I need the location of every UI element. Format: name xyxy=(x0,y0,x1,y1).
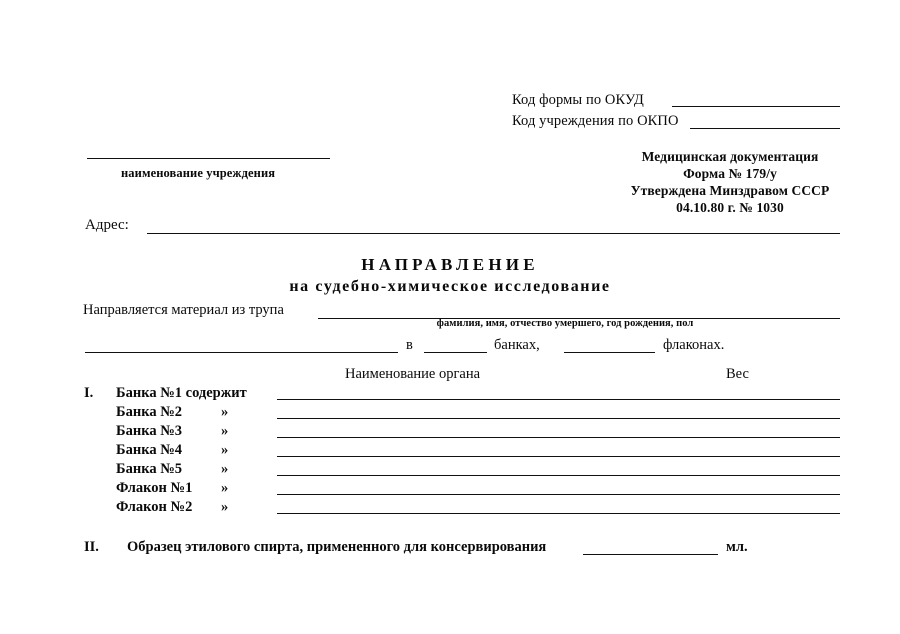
table-row-label-7: Флакон №2 xyxy=(116,499,193,515)
section-two-text: Образец этилового спирта, примененного для консервирования xyxy=(127,539,547,555)
table-row-label-6: Флакон №1 xyxy=(116,480,193,496)
ethanol-volume-field-rule[interactable] xyxy=(583,554,718,555)
ethanol-volume-unit: мл. xyxy=(726,539,748,555)
table-row-ditto-3: » xyxy=(221,423,229,439)
jars-count-field-rule[interactable] xyxy=(424,352,487,353)
containers-preposition: в xyxy=(406,337,413,353)
table-row-label-5: Банка №5 xyxy=(116,461,183,477)
table-row-label-2: Банка №2 xyxy=(116,404,183,420)
jars-word: банках, xyxy=(494,337,540,353)
table-row-field-rule-6[interactable] xyxy=(277,494,840,495)
page-title: НАПРАВЛЕНИЕ xyxy=(361,255,539,274)
material-source-label: Направляется материал из трупа xyxy=(83,302,284,318)
section-one-numeral: I. xyxy=(84,385,94,401)
flasks-count-field-rule[interactable] xyxy=(564,352,655,353)
flasks-word: флаконах. xyxy=(663,337,725,353)
institution-code-field-rule[interactable] xyxy=(690,128,840,129)
table-row-label-4: Банка №4 xyxy=(116,442,183,458)
deceased-name-caption: фамилия, имя, отчество умершего, год рождения, пол xyxy=(436,318,694,329)
medical-documentation-block xyxy=(600,148,860,216)
table-row-field-rule-3[interactable] xyxy=(277,437,840,438)
table-row-ditto-7: » xyxy=(221,499,229,515)
address-label: Адрес: xyxy=(85,217,129,233)
organ-list-continuation-rule[interactable] xyxy=(85,352,398,353)
page-subtitle: на судебно-химическое исследование xyxy=(289,278,611,295)
institution-name-caption: наименование учреждения xyxy=(121,166,276,180)
med-doc-line-2: Форма № 179/у xyxy=(683,166,777,181)
table-row-field-rule-5[interactable] xyxy=(277,475,840,476)
column-header-weight: Вес xyxy=(726,366,749,382)
institution-code-label: Код учреждения по ОКПО xyxy=(512,113,679,129)
address-field-rule[interactable] xyxy=(147,233,840,234)
column-header-organ: Наименование органа xyxy=(345,366,481,382)
med-doc-line-3: Утверждена Минздравом СССР xyxy=(630,183,830,198)
table-row-field-rule-1[interactable] xyxy=(277,399,840,400)
table-row-ditto-2: » xyxy=(221,404,229,420)
table-row-ditto-5: » xyxy=(221,461,229,477)
table-row-label-3: Банка №3 xyxy=(116,423,183,439)
table-row-field-rule-2[interactable] xyxy=(277,418,840,419)
table-row-ditto-6: » xyxy=(221,480,229,496)
med-doc-line-4: 04.10.80 г. № 1030 xyxy=(676,200,784,215)
section-two-numeral: II. xyxy=(84,539,99,555)
table-row-label-1: Банка №1 содержит xyxy=(116,385,247,401)
table-row-field-rule-4[interactable] xyxy=(277,456,840,457)
form-code-field-rule[interactable] xyxy=(672,106,840,107)
table-row-ditto-4: » xyxy=(221,442,229,458)
table-row-field-rule-7[interactable] xyxy=(277,513,840,514)
institution-name-field-rule[interactable] xyxy=(87,158,330,159)
form-code-label: Код формы по ОКУД xyxy=(512,92,644,108)
med-doc-line-1: Медицинская документация xyxy=(641,149,819,164)
